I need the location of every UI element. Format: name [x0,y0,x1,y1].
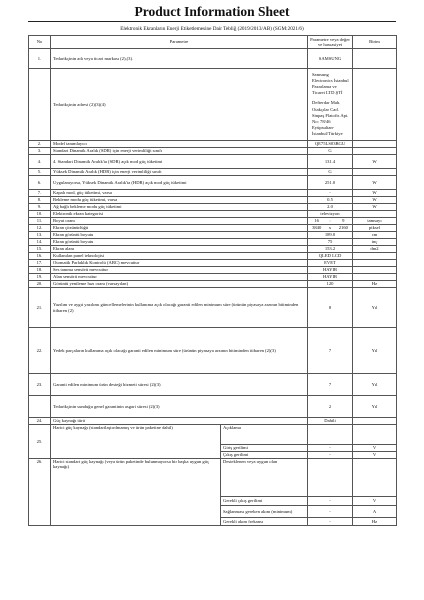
table-cell: Çıkış gerilimi [221,452,308,459]
table-cell: HAYIR [308,274,353,281]
table-cell: Harici güç kaynağı (standartlaştırılmamış ve ürün paketine dahil) [51,425,221,459]
table-cell: Uygulanıyorsa, Yüksek Dinamik Aralık'ta (HDR) açık mod güç tüketimi [51,176,308,190]
table-cell: Yıl [353,374,397,396]
table-cell: Ağ bağlı bekleme modu güç tüketimi [51,204,308,211]
table-cell [308,425,353,445]
table-cell: Standart Dinamik Aralık (SDR) için enerji verimliliği sınıfı [51,148,308,155]
table-cell [353,260,397,267]
table-cell: W [353,155,397,169]
table-cell: W [353,176,397,190]
table-cell: 15. [29,246,51,253]
table-cell: cm [353,232,397,239]
table-cell: Güç kaynağı türü [51,418,308,425]
table-cell: Hz [353,518,397,526]
table-row [29,148,397,155]
table-cell [353,425,397,445]
table-cell: Kullanılan panel teknolojisi [51,253,308,260]
table-cell: V [353,497,397,506]
table-cell: Sağlanması gereken akım (minimum) [221,506,308,518]
table-cell: 16 : 9 [308,218,353,225]
table-row [29,218,397,225]
table-row [29,211,397,218]
table-cell [353,459,397,497]
table-cell: televizyon [308,211,353,218]
table-cell: Hz [353,281,397,288]
info-table [28,35,397,526]
table-cell: V [353,445,397,452]
table-cell: EVET [308,260,353,267]
table-cell: 6. [29,176,51,190]
table-cell [353,418,397,425]
table-cell: 10. [29,211,51,218]
table-cell [29,69,51,141]
table-row [29,197,397,204]
table-cell: Ekran görüntü boyutu [51,239,308,246]
table-cell: 5. [29,169,51,176]
table-cell: 13. [29,232,51,239]
table-row [29,253,397,260]
table-cell: Açıklama [221,425,308,445]
header-value: Parametre veya değer ve hassasiyet [308,36,353,49]
table-cell: 7. [29,190,51,197]
table-cell: 75 [308,239,353,246]
table-cell: 24. [29,418,51,425]
table-cell [29,396,51,418]
table-cell: Ses tanıma sensörü mevcuttur [51,267,308,274]
table-cell: Yıl [353,328,397,374]
table-cell: 8 [308,288,353,328]
table-row [29,374,397,396]
table-cell: 120 [308,281,353,288]
table-cell: V [353,452,397,459]
table-cell: Görüntü yenileme hızı oranı (varsayılan) [51,281,308,288]
header-unit: Birim [353,36,397,49]
table-cell: Harici standart güç kaynağı (veya ürün paketinde bulunmayorsa bir başka uygun güç kaynağı) [51,459,221,526]
table-cell: 9. [29,204,51,211]
table-cell: inç [353,239,397,246]
table-cell: - [308,518,353,526]
table-cell: Yedek parçaların kullanıma açık olacağı garanti edilen minimum süre (ürünün piyasaya arzının bitiminden itibaren (2)(3) [51,328,308,374]
table-cell [353,169,397,176]
sheet-title: Product Information Sheet [28,0,396,22]
table-cell: 2. [29,141,51,148]
table-row [29,281,397,288]
table-cell: Gerekli akım frekansı [221,518,308,526]
table-cell [353,69,397,141]
table-row [29,155,397,169]
table-cell: Yüksek Dinamik Aralık (HDR) için enerji verimliliği sınıfı [51,169,308,176]
table-cell [353,141,397,148]
table-cell: Dahili [308,418,353,425]
table-cell: 4. [29,155,51,169]
table-cell: 131.4 [308,155,353,169]
table-row [29,418,397,425]
table-cell: 25. [29,425,51,459]
table-header [29,36,397,49]
header-param: Parametre [51,36,308,49]
table-cell: 7 [308,374,353,396]
table-cell: 189.0 [308,232,353,239]
table-cell: Gerekli çıkış gerilimi [221,497,308,506]
table-row [29,225,397,232]
table-cell: 153.2 [308,246,353,253]
table-row [29,328,397,374]
header-no: No [29,36,51,49]
table-row [29,288,397,328]
table-cell: 0.5 [308,197,353,204]
table-cell: G [308,169,353,176]
table-cell [353,253,397,260]
table-cell: piksel [353,225,397,232]
table-cell: 4. Standart Dinamik Aralık'ta (SDR) açık mod güç tüketimi [51,155,308,169]
table-cell: Garanti edilen minimum ürün desteği hizmeti süresi (2)(3) [51,374,308,396]
table-cell: Kapalı mod, güç tüketimi, varsa [51,190,308,197]
table-cell: Elektronik ekran kategorisi [51,211,308,218]
table-cell [353,49,397,69]
table-cell: 17. [29,260,51,267]
table-row [29,141,397,148]
table-cell: 3. [29,148,51,155]
table-cell [353,267,397,274]
table-cell: Yıl [353,288,397,328]
table-cell: 19. [29,274,51,281]
table-row [29,260,397,267]
table-cell: 16. [29,253,51,260]
table-cell: 7 [308,328,353,374]
table-cell: Desteklenen veya uygun olan [221,459,308,497]
table-cell: Alan sensörü mevcuttur [51,274,308,281]
table-cell: - [308,497,353,506]
table-cell: Yıl [353,396,397,418]
table-row [29,69,397,141]
table-cell: Otomatik Parlaklık Kontrolü (ABC) mevcuttur [51,260,308,267]
table-cell: 23. [29,374,51,396]
table-cell: - [308,452,353,459]
table-cell: 3840 x 2160 [308,225,353,232]
table-cell: 2.0 [308,204,353,211]
table-cell: W [353,204,397,211]
table-cell: - [308,445,353,452]
table-cell: 26. [29,459,51,526]
table-cell: QLED LCD [308,253,353,260]
table-row [29,425,397,445]
table-cell: 251.0 [308,176,353,190]
table-cell [353,211,397,218]
table-cell: Yazılım ve aygıt yazılımı güncellemelerinin kullanıma açık olacağı garanti edilen minimum süre (ürünün piyasaya arzının bitiminden itibaren (2) [51,288,308,328]
table-cell: Tedarikçinin sunduğu genel garantinin asgari süresi (2)(3) [51,396,308,418]
table-cell: - [308,190,353,197]
table-cell: 18. [29,267,51,274]
table-row [29,204,397,211]
table-cell: Ekran çözünürlüğü [51,225,308,232]
table-cell: 22. [29,328,51,374]
table-cell [308,459,353,497]
table-cell [353,274,397,281]
table-cell: 14. [29,239,51,246]
supplier-address: Samsung Electronics İstanbul Pazarlama ve Ticaret LTD.ŞTİ Defterdar Mah. Otakçılar Cad. Sinpaş Flatofis Apt. No: 78/46 Eyüpsultan-İstanbul/Türkiye [308,69,353,141]
table-row [29,49,397,69]
table-row [29,169,397,176]
table-cell: 20. [29,281,51,288]
sheet-subtitle: Elektronik Ekranların Enerji Etiketlemesine Dair Tebliğ (2019/2013/AB) (SGM:2021/6) [120,26,304,32]
table-row [29,396,397,418]
table-cell [353,148,397,155]
table-cell: W [353,197,397,204]
table-row [29,246,397,253]
table-row [29,239,397,246]
table-cell: 11. [29,218,51,225]
table-cell: Tedarikçinin adı veya ticari markası (2),(3). [51,49,308,69]
table-row [29,267,397,274]
table-cell: Ekran görüntü boyutu [51,232,308,239]
table-cell: A [353,506,397,518]
table-cell: Tedarikçinin adresi (2)(3)(4) [51,69,308,141]
table-row [29,190,397,197]
table-cell: G [308,148,353,155]
table-cell: 2 [308,396,353,418]
table-row [29,274,397,281]
table-cell: HAYIR [308,267,353,274]
table-row [29,232,397,239]
table-cell: dm2 [353,246,397,253]
table-cell: QE75LS03BGU [308,141,353,148]
table-cell: SAMSUNG [308,49,353,69]
table-row [29,176,397,190]
table-cell: Giriş gerilimi [221,445,308,452]
table-cell: tamsayı [353,218,397,225]
table-cell: Ekran alanı [51,246,308,253]
table-cell: - [308,506,353,518]
table-cell: 8. [29,197,51,204]
table-cell: 1. [29,49,51,69]
table-cell: 21. [29,288,51,328]
table-cell: Model tanımlayıcı [51,141,308,148]
table-cell: Boyut oranı [51,218,308,225]
table-cell: 12. [29,225,51,232]
table-row [29,459,397,497]
table-cell: W [353,190,397,197]
table-cell: Bekleme modu güç tüketimi, varsa [51,197,308,204]
